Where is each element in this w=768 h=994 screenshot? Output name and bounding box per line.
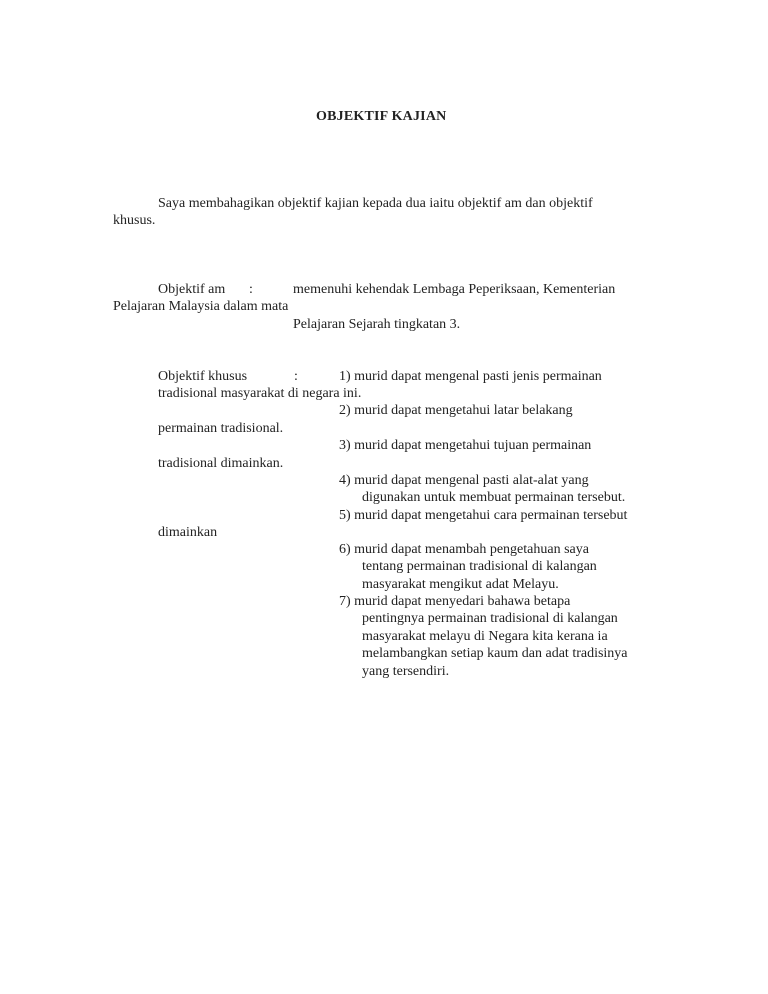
- objektif-khusus-colon: :: [294, 369, 298, 384]
- intro-line-2: khusus.: [113, 213, 156, 228]
- khusus-item-7-line-2: pentingnya permainan tradisional di kalangan: [362, 611, 618, 626]
- objektif-am-line-3: Pelajaran Sejarah tingkatan 3.: [293, 317, 461, 332]
- khusus-item-4-line-2: digunakan untuk membuat permainan tersebut.: [362, 490, 626, 505]
- objektif-am-line-1: memenuhi kehendak Lembaga Peperiksaan, Kementerian: [293, 282, 616, 297]
- khusus-item-5-line-1: 5) murid dapat mengetahui cara permainan tersebut: [339, 508, 628, 523]
- khusus-item-2-line-1: 2) murid dapat mengetahui latar belakang: [339, 403, 573, 418]
- khusus-item-6-line-1: 6) murid dapat menambah pengetahuan saya: [339, 542, 589, 557]
- objektif-am-line-2: Pelajaran Malaysia dalam mata: [113, 299, 289, 314]
- khusus-item-5-line-2: dimainkan: [158, 525, 218, 540]
- khusus-item-2-line-2: permainan tradisional.: [158, 421, 284, 436]
- objektif-am-colon: :: [249, 282, 253, 297]
- khusus-item-6-line-2: tentang permainan tradisional di kalangan: [362, 559, 597, 574]
- khusus-item-3-line-1: 3) murid dapat mengetahui tujuan permainan: [339, 438, 592, 453]
- khusus-item-6-line-3: masyarakat mengikut adat Melayu.: [362, 577, 559, 592]
- khusus-item-1-line-2: tradisional masyarakat di negara ini.: [158, 386, 362, 401]
- khusus-item-3-line-2: tradisional dimainkan.: [158, 456, 284, 471]
- khusus-item-7-line-3: masyarakat melayu di Negara kita kerana ia: [362, 629, 608, 644]
- khusus-item-7-line-4: melambangkan setiap kaum dan adat tradisinya: [362, 646, 628, 661]
- khusus-item-4-line-1: 4) murid dapat mengenal pasti alat-alat yang: [339, 473, 589, 488]
- khusus-item-7-line-5: yang tersendiri.: [362, 664, 450, 679]
- page-title: OBJEKTIF KAJIAN: [316, 109, 447, 124]
- objektif-am-label: Objektif am: [158, 282, 226, 297]
- intro-line-1: Saya membahagikan objektif kajian kepada dua iaitu objektif am dan objektif: [158, 196, 593, 211]
- khusus-item-1-line-1: 1) murid dapat mengenal pasti jenis permainan: [339, 369, 602, 384]
- objektif-khusus-label: Objektif khusus: [158, 369, 248, 384]
- khusus-item-7-line-1: 7) murid dapat menyedari bahawa betapa: [339, 594, 571, 609]
